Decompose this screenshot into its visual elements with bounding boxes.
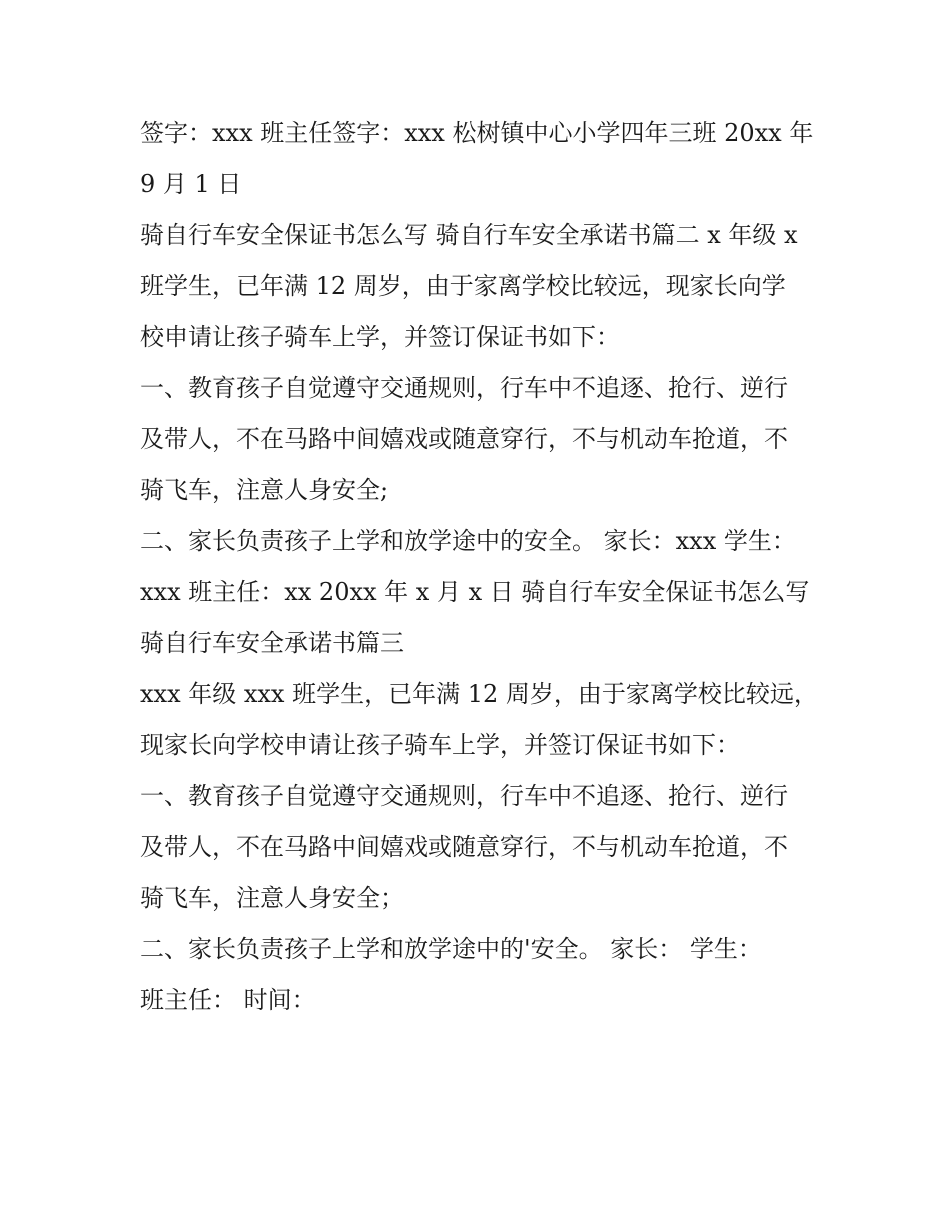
text-line: 班主任： 时间： <box>140 986 316 1014</box>
text-line: 现家长向学校申请让孩子骑车上学，并签订保证书如下： <box>140 731 740 759</box>
text-line: 骑飞车，注意人身安全; <box>140 476 389 504</box>
text-line: 骑飞车，注意人身安全； <box>140 884 404 912</box>
text-line: xxx 年级 xxx 班学生，已年满 12 周岁，由于家离学校比较远， <box>140 680 818 708</box>
text-line: 9 月 1 日 <box>140 170 242 198</box>
text-line: 及带人，不在马路中间嬉戏或随意穿行，不与机动车抢道，不 <box>140 833 788 861</box>
document-body <box>140 108 830 1026</box>
text-line: 一、教育孩子自觉遵守交通规则，行车中不追逐、抢行、逆行 <box>140 782 788 810</box>
text-line: 骑自行车安全承诺书篇三 <box>140 629 404 657</box>
text-line: 二、家长负责孩子上学和放学途中的安全。 家长：xxx 学生： <box>140 527 796 555</box>
text-line: 班学生，已年满 12 周岁，由于家离学校比较远，现家长向学 <box>140 272 786 300</box>
text-line: 一、教育孩子自觉遵守交通规则，行车中不追逐、抢行、逆行 <box>140 374 788 402</box>
text-line: 及带人，不在马路中间嬉戏或随意穿行，不与机动车抢道，不 <box>140 425 788 453</box>
text-line: 签字：xxx 班主任签字：xxx 松树镇中心小学四年三班 20xx 年 <box>140 119 814 147</box>
text-line: 二、家长负责孩子上学和放学途中的'安全。 家长： 学生： <box>140 935 762 963</box>
text-line: xxx 班主任：xx 20xx 年 x 月 x 日 骑自行车安全保证书怎么写 <box>140 578 810 606</box>
text-line: 骑自行车安全保证书怎么写 骑自行车安全承诺书篇二 x 年级 x <box>140 221 798 249</box>
text-line: 校申请让孩子骑车上学，并签订保证书如下： <box>140 323 620 351</box>
